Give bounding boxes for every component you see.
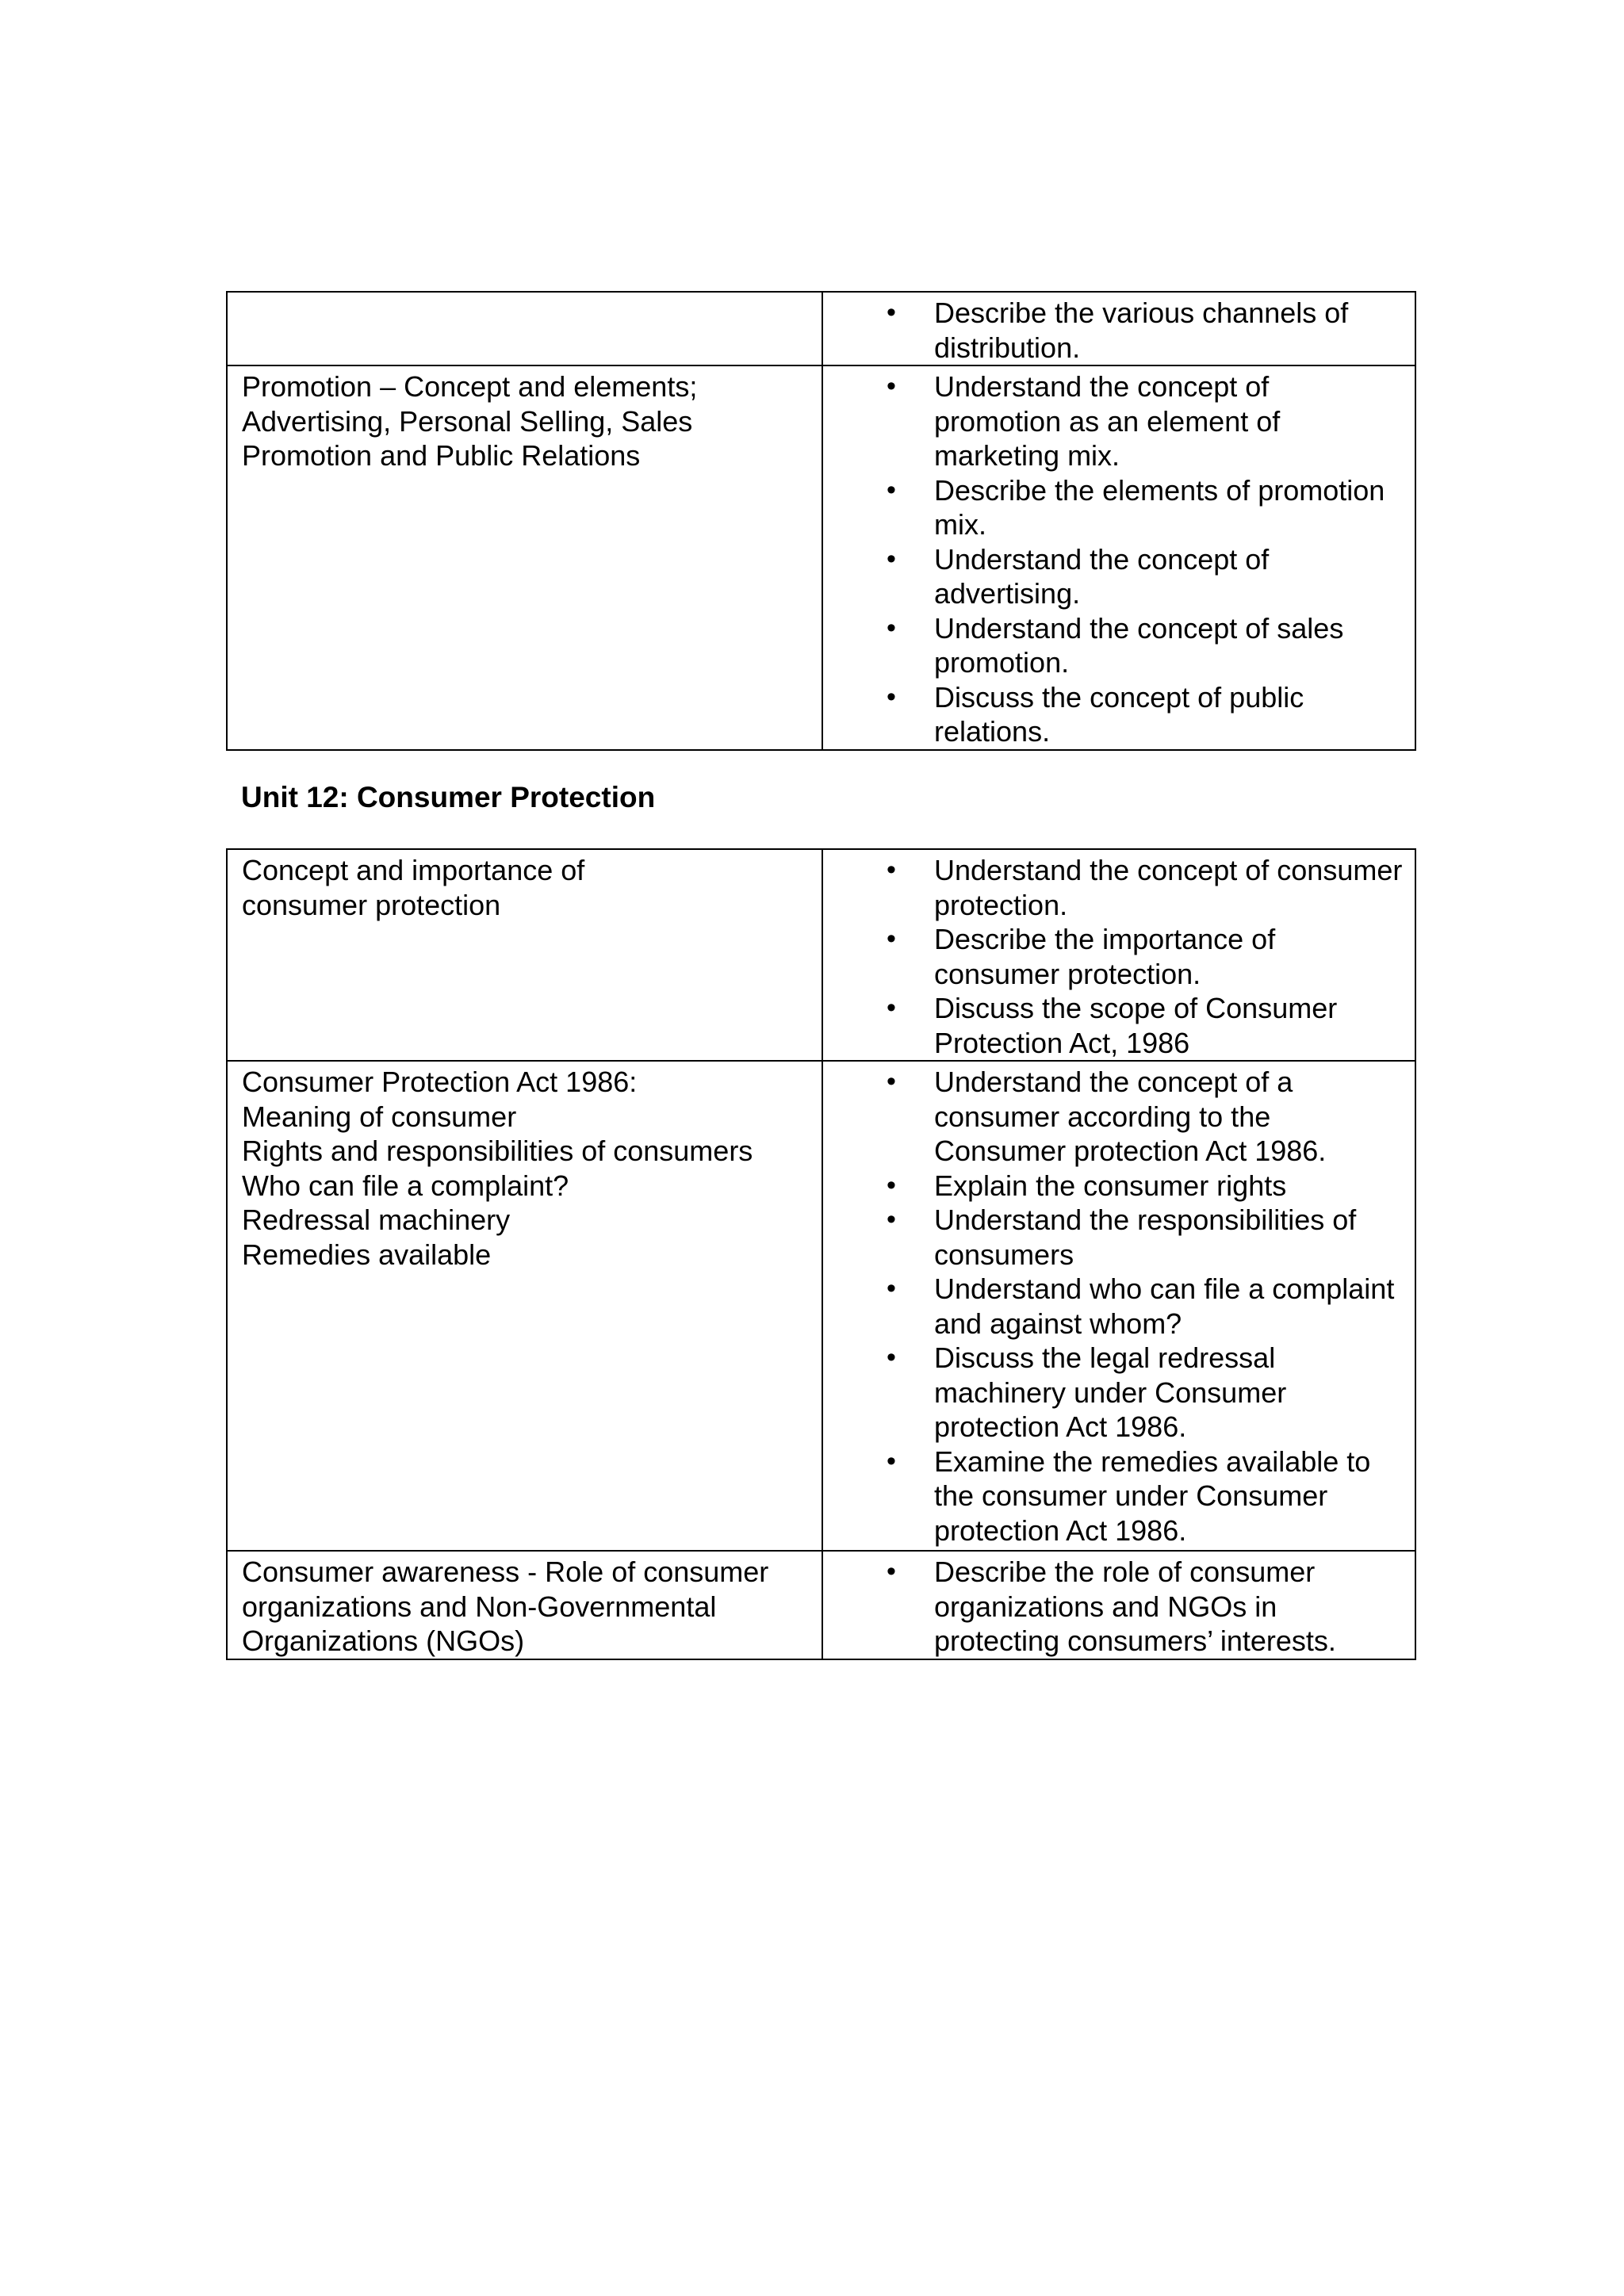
bullet-icon: • (887, 855, 896, 885)
syllabus-table-consumer-protection (226, 848, 1416, 1660)
topic-text: Promotion – Concept and elements; Advertising, Personal Selling, Sales Promotion and Public Relations (242, 370, 698, 472)
table-row (227, 1061, 1415, 1551)
topic-line: Redressal machinery (242, 1203, 511, 1236)
list-item: • Describe the elements of promotion mix. (887, 473, 1385, 541)
unit-heading: Unit 12: Consumer Protection (241, 781, 656, 813)
topic-cell (227, 1551, 822, 1659)
list-item: • Understand the concept of promotion as an element of marketing mix. (887, 370, 1281, 472)
objectives-list (823, 850, 1415, 1060)
objectives-list (823, 1552, 1415, 1659)
bullet-icon: • (887, 1204, 896, 1234)
topic-text: Concept and importance of consumer protection (242, 854, 585, 921)
objectives-list (823, 1062, 1415, 1548)
list-item: • Understand the responsibilities of consumers (887, 1203, 1357, 1271)
bullet-icon: • (887, 1273, 896, 1303)
table-row (227, 849, 1415, 1061)
topic-line: Meaning of consumer (242, 1100, 517, 1133)
topic-cell (227, 849, 822, 1061)
topic-cell (227, 292, 822, 365)
objectives-list (823, 366, 1415, 749)
topic-line: Consumer Protection Act 1986: (242, 1066, 638, 1098)
bullet-icon: • (887, 1169, 896, 1200)
bullet-icon: • (887, 612, 896, 643)
list-item: • Describe the role of consumer organizations and NGOs in protecting consumers’ interests. (887, 1556, 1336, 1657)
bullet-icon: • (887, 1556, 896, 1586)
list-item: • Explain the consumer rights (887, 1169, 1287, 1202)
syllabus-table-marketing (226, 291, 1416, 751)
objectives-cell (822, 292, 1415, 365)
list-item: • Understand the concept of sales promotion. (887, 611, 1344, 679)
list-item: • Understand who can file a complaint and against whom? (887, 1272, 1395, 1340)
bullet-icon: • (887, 681, 896, 712)
list-item: • Discuss the scope of Consumer Protection Act, 1986 (887, 992, 1338, 1059)
list-item: • Understand the concept of a consumer according to the Consumer protection Act 1986. (887, 1066, 1327, 1167)
bullet-icon: • (887, 474, 896, 505)
list-item: • Understand the concept of advertising. (887, 542, 1270, 610)
list-item: • Understand the concept of consumer protection. (887, 854, 1403, 921)
bullet-icon: • (887, 543, 896, 574)
bullet-icon: • (887, 993, 896, 1023)
topic-line: Who can file a complaint? (242, 1169, 569, 1202)
bullet-icon: • (887, 1066, 896, 1096)
objectives-cell (822, 849, 1415, 1061)
bullet-icon: • (887, 1342, 896, 1372)
bullet-icon: • (887, 1445, 896, 1476)
topic-cell (227, 1061, 822, 1551)
list-item: • Examine the remedies available to the consumer under Consumer protection Act 1986. (887, 1445, 1371, 1547)
objectives-cell (822, 365, 1415, 750)
list-item: • Describe the importance of consumer protection. (887, 923, 1276, 990)
bullet-icon: • (887, 371, 896, 401)
topic-cell (227, 365, 822, 750)
table-row (227, 292, 1415, 365)
list-item: • Discuss the concept of public relations. (887, 680, 1304, 748)
objectives-cell (822, 1551, 1415, 1659)
topic-line: Rights and responsibilities of consumers (242, 1135, 753, 1167)
table-row (227, 365, 1415, 750)
bullet-icon: • (887, 297, 896, 327)
bullet-icon: • (887, 924, 896, 954)
topic-text: Consumer awareness - Role of consumer organizations and Non-Governmental Organizations (NGOs) (242, 1556, 769, 1657)
topic-line: Remedies available (242, 1238, 492, 1271)
objectives-cell (822, 1061, 1415, 1551)
list-item: • Describe the various channels of distribution. (887, 297, 1349, 364)
objectives-list (823, 293, 1415, 365)
table-row (227, 1551, 1415, 1659)
list-item: • Discuss the legal redressal machinery under Consumer protection Act 1986. (887, 1341, 1287, 1443)
